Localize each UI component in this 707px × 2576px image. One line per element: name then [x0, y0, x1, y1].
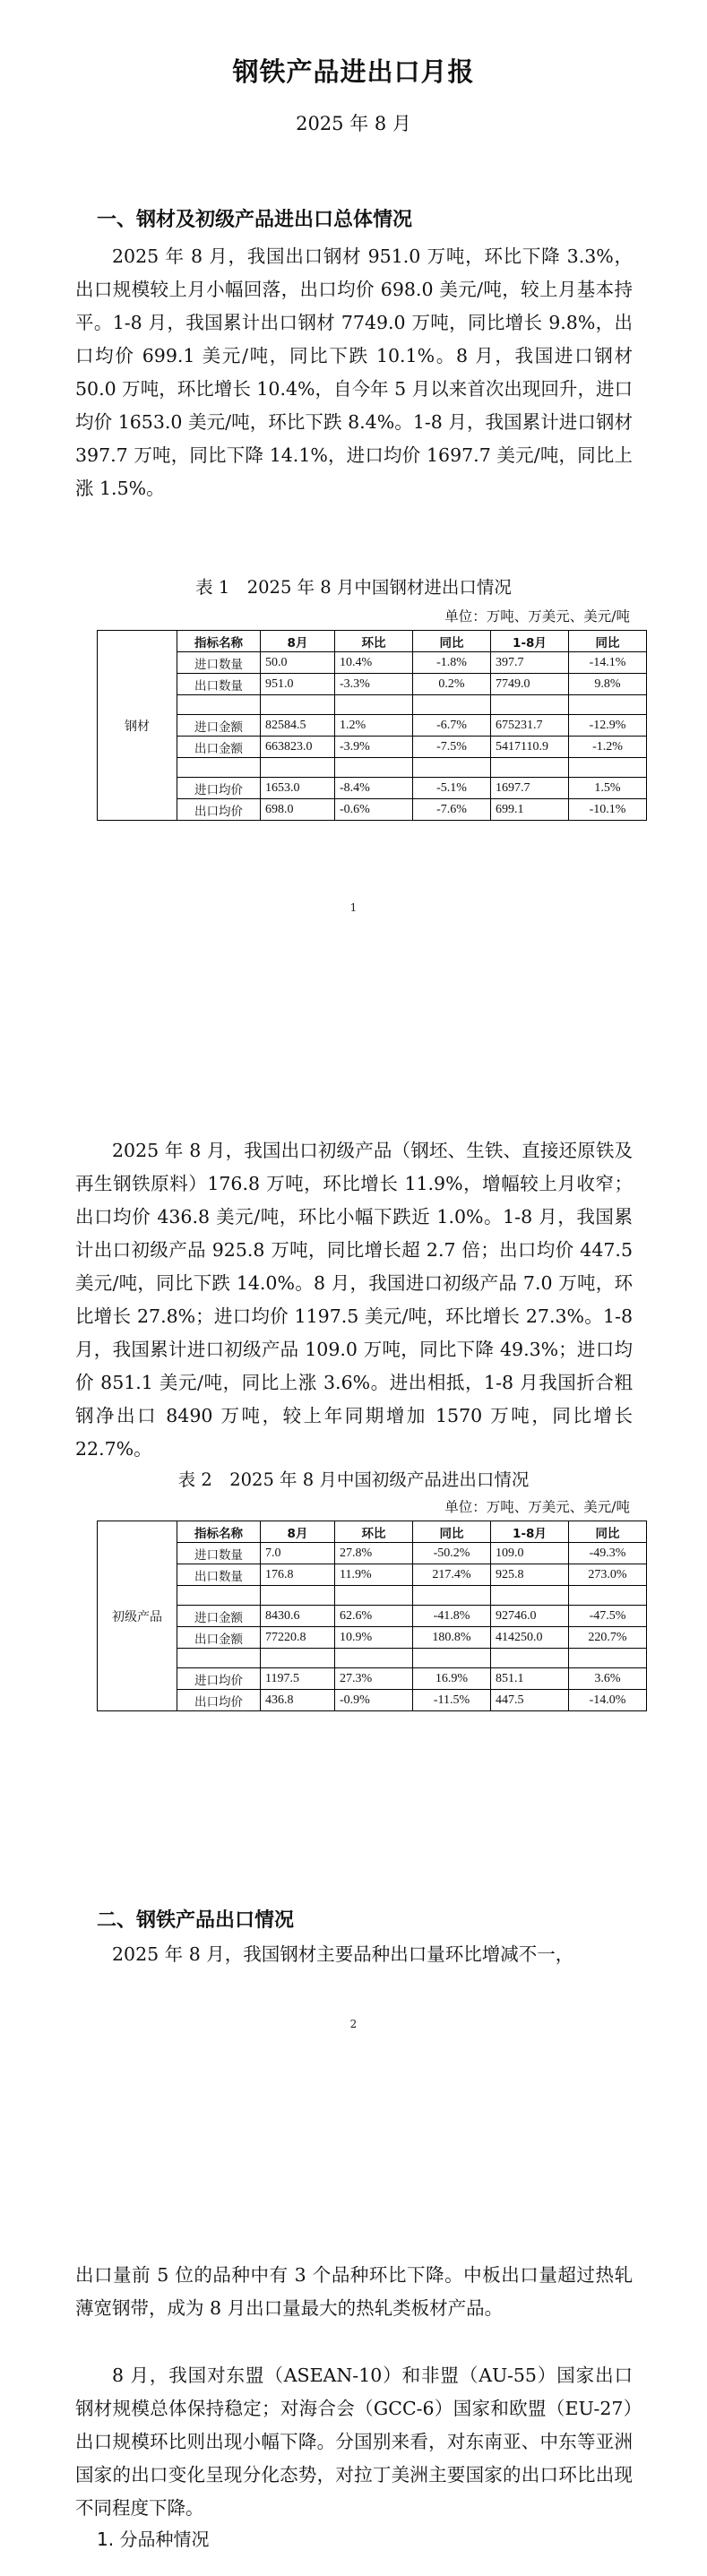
table-cell: 1.5% — [569, 778, 647, 799]
table-row — [98, 1627, 647, 1649]
table-cell: -41.8% — [413, 1606, 491, 1627]
table-cell: 7.0 — [261, 1543, 335, 1564]
table-cell: -7.5% — [413, 737, 491, 758]
table-row — [98, 674, 647, 695]
table-cell: 436.8 — [261, 1690, 335, 1711]
table2-category: 初级产品 — [98, 1521, 177, 1711]
table-header-cell: 同比 — [569, 1521, 647, 1543]
table-cell: 176.8 — [261, 1564, 335, 1586]
table-cell: 3.6% — [569, 1668, 647, 1690]
table2-caption: 表 2 2025 年 8 月中国初级产品进出口情况 — [177, 1469, 530, 1490]
table-row — [98, 799, 647, 821]
table-cell: 10.9% — [335, 1627, 413, 1649]
table-cell: -10.1% — [569, 799, 647, 821]
table-cell: 77220.8 — [261, 1627, 335, 1649]
table-header-cell: 8月 — [261, 1521, 335, 1543]
table-row — [98, 652, 647, 674]
table-header-cell: 同比 — [569, 631, 647, 652]
table-cell: 82584.5 — [261, 715, 335, 737]
table-cell: -11.5% — [413, 1690, 491, 1711]
table-cell: 180.8% — [413, 1627, 491, 1649]
table-cell: 217.4% — [413, 1564, 491, 1586]
section2-paragraph-1: 2025 年 8 月，我国钢材主要品种出口量环比增减不一， — [112, 1943, 574, 1965]
table-cell: 出口金额 — [177, 737, 261, 758]
table-cell: -0.6% — [335, 799, 413, 821]
table-cell: 675231.7 — [491, 715, 569, 737]
table-header-cell: 环比 — [335, 1521, 413, 1543]
table-cell: 447.5 — [491, 1690, 569, 1711]
table-cell: -14.0% — [569, 1690, 647, 1711]
table-cell: 出口数量 — [177, 1564, 261, 1586]
table-cell: -49.3% — [569, 1543, 647, 1564]
table-row — [98, 1564, 647, 1586]
table-cell: 698.0 — [261, 799, 335, 821]
table-cell: 951.0 — [261, 674, 335, 695]
table-header-cell: 1-8月 — [491, 631, 569, 652]
table-cell: 397.7 — [491, 652, 569, 674]
table-row — [98, 778, 647, 799]
table-cell: 1197.5 — [261, 1668, 335, 1690]
table2 — [97, 1521, 647, 1711]
table-cell: -50.2% — [413, 1543, 491, 1564]
table-cell: -6.7% — [413, 715, 491, 737]
table-cell: -14.1% — [569, 652, 647, 674]
table-row — [98, 715, 647, 737]
table-cell: 1697.7 — [491, 778, 569, 799]
table-spacer-row — [98, 695, 647, 715]
table-header-row — [98, 1521, 647, 1543]
table-cell: -8.4% — [335, 778, 413, 799]
table-cell: 925.8 — [491, 1564, 569, 1586]
table-cell: 663823.0 — [261, 737, 335, 758]
table-spacer-row — [98, 1649, 647, 1668]
table-cell: 851.1 — [491, 1668, 569, 1690]
table-cell: -1.2% — [569, 737, 647, 758]
table-cell: 7749.0 — [491, 674, 569, 695]
table-cell: 62.6% — [335, 1606, 413, 1627]
table-cell: 414250.0 — [491, 1627, 569, 1649]
table-cell: 1.2% — [335, 715, 413, 737]
table-cell: 16.9% — [413, 1668, 491, 1690]
table-cell: 1653.0 — [261, 778, 335, 799]
table-cell: 92746.0 — [491, 1606, 569, 1627]
section1-paragraph-2: 2025 年 8 月，我国出口初级产品（钢坯、生铁、直接还原铁及再生钢铁原料）176.8 万吨，环比增长 11.9%，增幅较上月收窄；出口均价 436.8 美元/吨，环比小幅下跌近 1.0%。1-8 月，我国累计出口初级产品 925.8 万吨，同比增长超 2.7 倍；出口均价 447.5 美元/吨，同比下跌 14.0%。8 月，我国进口初级产品 7.0 万吨，环比增长 27.8%；进口均价 1197.5 美元/吨，环比增长 27.3%。1-8 月，我国累计进口初级产品 109.0 万吨，同比下降 49.3%；进口均价 851.1 美元/吨，同比上涨 3.6%。进出相抵，1-8 月我国折合粗钢净出口 8490 万吨，较上年同期增加 1570 万吨，同比增长 22.7%。 — [75, 1140, 633, 1460]
table-cell: 进口均价 — [177, 778, 261, 799]
page-number: 2 — [349, 2018, 358, 2030]
table-row — [98, 1606, 647, 1627]
table-cell: 进口数量 — [177, 1543, 261, 1564]
table-cell: 699.1 — [491, 799, 569, 821]
table2-unit: 单位：万吨、万美元、美元/吨 — [444, 1499, 630, 1515]
section2-paragraph-1-continued: 出口量前 5 位的品种中有 3 个品种环比下降。中板出口量超过热轧薄宽钢带，成为 8 月出口量最大的热轧类板材产品。 — [75, 2264, 633, 2319]
table-header-cell: 1-8月 — [491, 1521, 569, 1543]
table-cell: 50.0 — [261, 652, 335, 674]
table-cell: 220.7% — [569, 1627, 647, 1649]
table-header-cell: 8月 — [261, 631, 335, 652]
table1-unit: 单位：万吨、万美元、美元/吨 — [444, 608, 630, 625]
table-cell: 进口金额 — [177, 1606, 261, 1627]
table-cell: 出口数量 — [177, 674, 261, 695]
table-spacer-row — [98, 1586, 647, 1606]
table-cell: 出口均价 — [177, 1690, 261, 1711]
section1-heading: 一、钢材及初级产品进出口总体情况 — [97, 209, 413, 231]
table-cell: 进口金额 — [177, 715, 261, 737]
report-date: 2025 年 8 月 — [296, 113, 411, 134]
table-cell: -5.1% — [413, 778, 491, 799]
table-cell: 27.8% — [335, 1543, 413, 1564]
table-cell: -7.6% — [413, 799, 491, 821]
table-cell: 进口均价 — [177, 1668, 261, 1690]
table-cell: 出口均价 — [177, 799, 261, 821]
table-header-cell: 指标名称 — [177, 631, 261, 652]
table1 — [97, 630, 647, 821]
table1-category: 钢材 — [98, 631, 177, 821]
table-row — [98, 1690, 647, 1711]
table-cell: 出口金额 — [177, 1627, 261, 1649]
table-cell: 5417110.9 — [491, 737, 569, 758]
table-cell: -3.9% — [335, 737, 413, 758]
table-spacer-row — [98, 758, 647, 778]
table-cell: 273.0% — [569, 1564, 647, 1586]
table-header-cell: 环比 — [335, 631, 413, 652]
table-cell: -3.3% — [335, 674, 413, 695]
table-cell: -0.9% — [335, 1690, 413, 1711]
table-cell: 9.8% — [569, 674, 647, 695]
page-number: 1 — [349, 901, 358, 914]
table-cell: 27.3% — [335, 1668, 413, 1690]
table-cell: 进口数量 — [177, 652, 261, 674]
table-header-row — [98, 631, 647, 652]
table-cell: 0.2% — [413, 674, 491, 695]
table-header-cell: 指标名称 — [177, 1521, 261, 1543]
section1-paragraph-1: 2025 年 8 月，我国出口钢材 951.0 万吨，环比下降 3.3%，出口规模较上月小幅回落，出口均价 698.0 美元/吨，较上月基本持平。1-8 月，我国累计出口钢材 7749.0 万吨，同比增长 9.8%，出口均价 699.1 美元/吨，同比下跌 10.1%。8 月，我国进口钢材 50.0 万吨，环比增长 10.4%，自今年 5 月以来首次出现回升，进口均价 1653.0 美元/吨，环比下跌 8.4%。1-8 月，我国累计进口钢材 397.7 万吨，同比下降 14.1%，进口均价 1697.7 美元/吨，同比上涨 1.5%。 — [75, 246, 633, 499]
table-row — [98, 737, 647, 758]
table-cell: -1.8% — [413, 652, 491, 674]
table-cell: 11.9% — [335, 1564, 413, 1586]
table-cell: -47.5% — [569, 1606, 647, 1627]
table-cell: 10.4% — [335, 652, 413, 674]
table1-caption: 表 1 2025 年 8 月中国钢材进出口情况 — [195, 577, 512, 598]
table-cell: 109.0 — [491, 1543, 569, 1564]
table-row — [98, 1543, 647, 1564]
table-header-cell: 同比 — [413, 631, 491, 652]
table-cell: -12.9% — [569, 715, 647, 737]
table-header-cell: 同比 — [413, 1521, 491, 1543]
section2-heading: 二、钢铁产品出口情况 — [97, 1909, 295, 1932]
subsection-heading: 1. 分品种情况 — [97, 2529, 210, 2550]
table-row — [98, 1668, 647, 1690]
table-cell: 8430.6 — [261, 1606, 335, 1627]
report-title: 钢铁产品进出口月报 — [232, 56, 475, 87]
section2-paragraph-2: 8 月，我国对东盟（ASEAN-10）和非盟（AU-55）国家出口钢材规模总体保持稳定；对海合会（GCC-6）国家和欧盟（EU-27）出口规模环比则出现小幅下降。分国别来看，对东南亚、中东等亚洲国家的出口变化呈现分化态势，对拉丁美洲主要国家的出口环比出现不同程度下降。 — [75, 2365, 633, 2519]
